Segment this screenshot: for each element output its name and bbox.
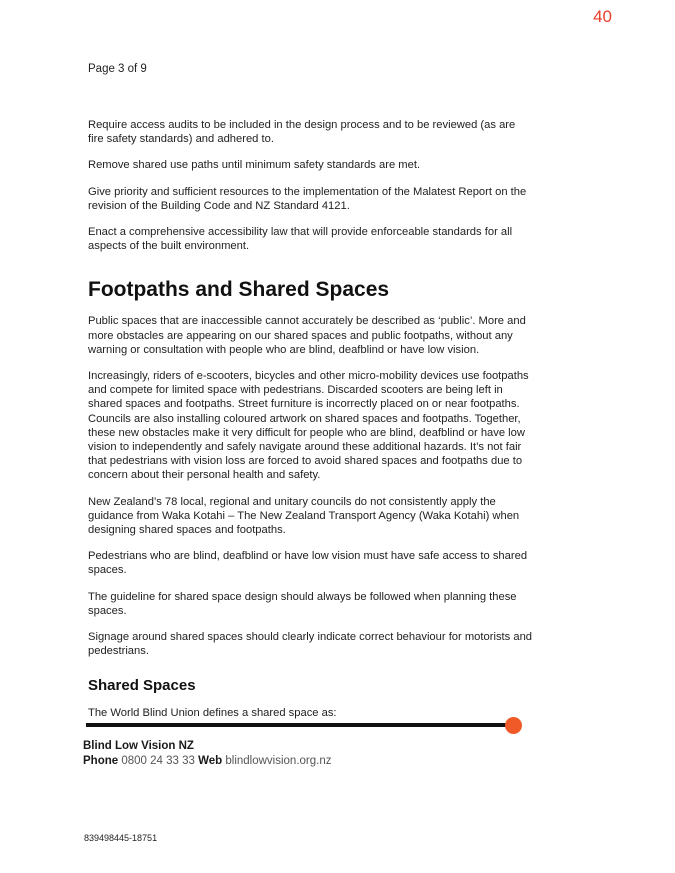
body-paragraph: The World Blind Union defines a shared space as:: [88, 707, 337, 720]
section-heading: Footpaths and Shared Spaces: [88, 278, 390, 302]
web-value: blindlowvision.org.nz: [225, 755, 332, 767]
body-paragraph: Require access audits to be included in the design process and to be reviewed (as are fire safety standards) and adhered to.: [88, 119, 516, 146]
page-label: Page 3 of 9: [88, 63, 147, 75]
phone-value: 0800 24 33 33: [121, 755, 195, 767]
body-paragraph: Enact a comprehensive accessibility law that will provide enforceable standards for all aspects of the built environment.: [88, 226, 513, 253]
page-number-stamp: 40: [593, 7, 612, 26]
subsection-heading: Shared Spaces: [88, 677, 196, 695]
web-label: Web: [198, 755, 223, 767]
body-paragraph: Remove shared use paths until minimum safety standards are met.: [88, 159, 421, 172]
document-id: 839498445-18751: [84, 833, 158, 843]
footer-accent-dot: [505, 717, 522, 734]
body-paragraph: Signage around shared spaces should clearly indicate correct behaviour for motorists and pedestrians.: [88, 631, 533, 658]
body-paragraph: Public spaces that are inaccessible cannot accurately be described as ‘public’. More and more obstacles are appearing on our shared spaces and public footpaths, without any warning or consultation with people who are blind, deafblind or have low vision.: [88, 315, 526, 356]
body-paragraph: New Zealand’s 78 local, regional and unitary councils do not consistently apply the guidance from Waka Kotahi – The New Zealand Transport Agency (Waka Kotahi) when designing shared spaces and footpaths.: [88, 495, 520, 537]
body-paragraph: Give priority and sufficient resources to the implementation of the Malatest Report on the revision of the Building Code and NZ Standard 4121.: [88, 185, 527, 212]
body-paragraph: Pedestrians who are blind, deafblind or have low vision must have safe access to shared spaces.: [88, 550, 528, 577]
document-body: [88, 118, 533, 733]
footer-divider: [86, 723, 506, 727]
footer-contact-line: [83, 755, 332, 767]
footer-org-name: Blind Low Vision NZ: [83, 740, 194, 752]
body-paragraph: Increasingly, riders of e-scooters, bicycles and other micro-mobility devices use footpaths and compete for limited space with pedestrians. Discarded scooters are being left in shared spaces and footpaths. Street furniture is incorrectly placed on or near footpaths. Councils are also installing coloured artwork on shared spaces and footpaths. Together, these new obstacles make it very difficult for people who are blind, deafblind or have low vision to independently and safely navigate around these additional hazards. It’s not fair that pedestrians with vision loss are forced to avoid shared spaces and footpaths due to concern about their personal health and safety.: [88, 370, 529, 482]
body-paragraph: The guideline for shared space design should always be followed when planning these spaces.: [88, 590, 517, 617]
phone-label: Phone: [83, 755, 119, 767]
